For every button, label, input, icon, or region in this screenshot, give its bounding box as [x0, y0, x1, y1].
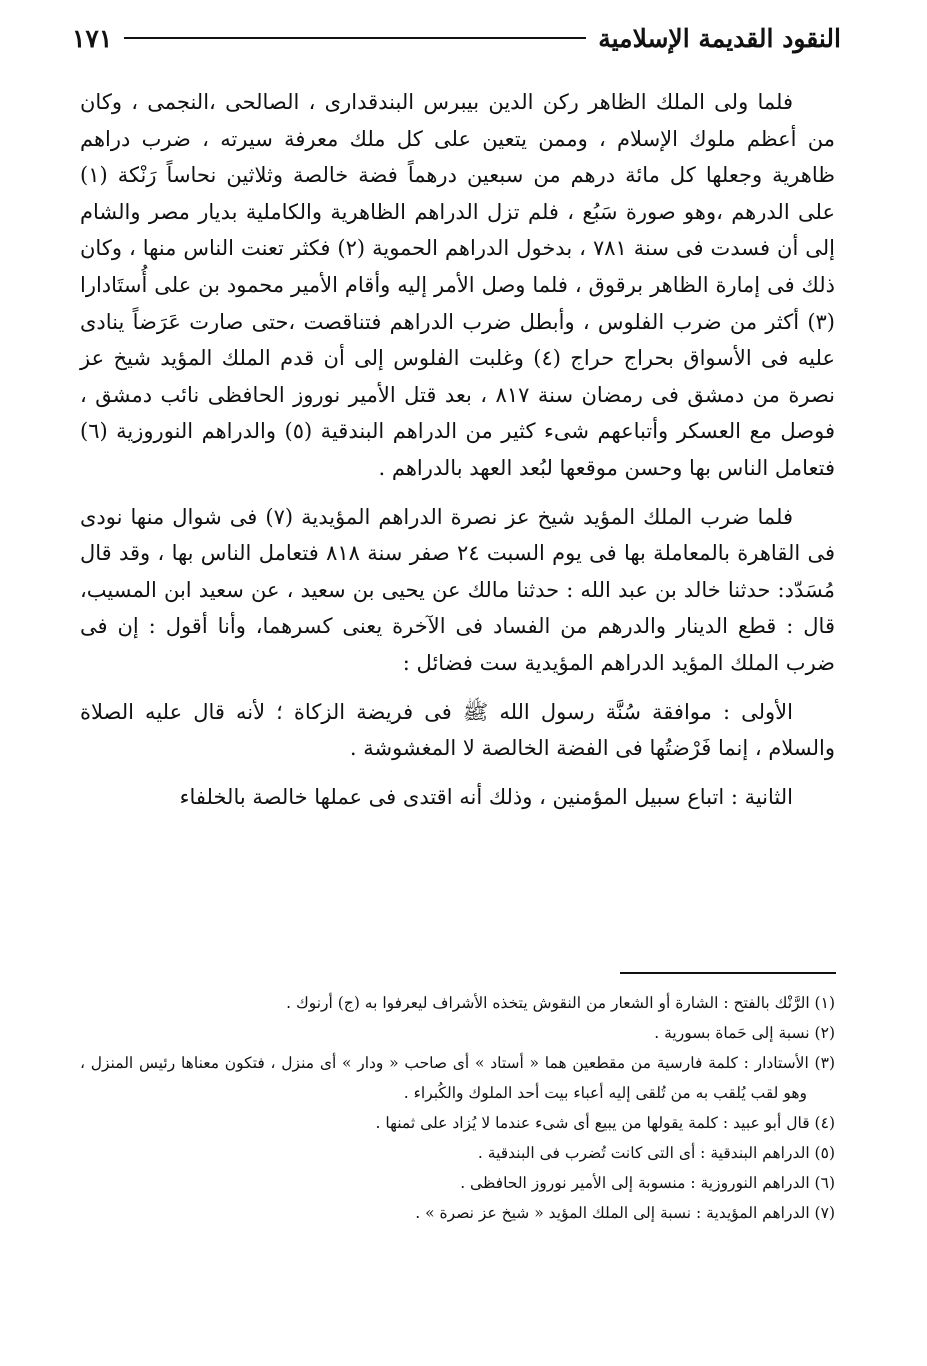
running-title: النقود القديمة الإسلامية: [598, 23, 841, 53]
footnote: (٤) قال أبو عبيد : كلمة يقولها من يبيع أى شىء عندما لا يُزاد على ثمنها .: [375, 1114, 835, 1132]
footnote: (٢) نسبة إلى حَماة بسورية .: [654, 1024, 835, 1042]
header-rule: [124, 37, 586, 39]
footnotes: [80, 988, 835, 1228]
main-text: [80, 84, 835, 827]
footnote: (٦) الدراهم النوروزية : منسوبة إلى الأمير نوروز الحافظى .: [460, 1174, 835, 1192]
paragraph: فلما ولى الملك الظاهر ركن الدين بيبرس البندقدارى ، الصالحى ،النجمى ، وكان من أعظم ملوك الإسلام ، وممن يتعين على كل ملك معرفة سيرته ، ضرب دراهم ظاهرية وجعلها كل مائة درهم من سبعين درهماً فضة خالصة وثلاثين نحاساً رَنْكة (١) على الدرهم ،وهو صورة سَبُع ، فلم تزل الدراهم الظاهرية والكاملية بديار مصر والشام إلى أن فسدت فى سنة ٧٨١ ، بدخول الدراهم الحموية (٢) فكثر تعنت الناس منها ، وكان ذلك فى إمارة الظاهر برقوق ، فلما وصل الأمر إليه وأقام الأمير محمود بن على أُستَادارا (٣) أكثر من ضرب الفلوس ، وأبطل ضرب الدراهم فتناقصت ،حتى صارت عَرَضاً ينادى عليه فى الأسواق بحراج حراج (٤) وغلبت الفلوس إلى أن قدم الملك المؤيد شيخ عز نصرة من دمشق فى رمضان سنة ٨١٧ ، بعد قتل الأمير نوروز الحافظى نائب دمشق ، فوصل مع العسكر وأتباعهم شىء كثير من الدراهم البندقية (٥) والدراهم النوروزية (٦) فتعامل الناس بها وحسن موقعها لبُعد العهد بالدراهم .: [80, 90, 836, 480]
paragraph: الثانية : اتباع سبيل المؤمنين ، وذلك أنه اقتدى فى عملها خالصة بالخلفاء: [179, 784, 793, 809]
footnote: (١) الرَّنْك بالفتح : الشارة أو الشعار من النقوش يتخذه الأشراف ليعرفوا به (ج) أرنوك .: [286, 994, 835, 1012]
footnote-separator: [620, 972, 836, 974]
page-number: ١٧١: [72, 23, 113, 53]
footnote: (٣) الأستادار : كلمة فارسية من مقطعين هما « أستاد » أى صاحب « ودار » أى منزل ، فتكون معناها رئيس المنزل ، وهو لقب يُلقب به من تُلقى إليه أعباء بيت أحد الملوك والكُبراء .: [80, 1054, 835, 1102]
footnote: (٧) الدراهم المؤيدية : نسبة إلى الملك المؤيد « شيخ عز نصرة » .: [415, 1204, 835, 1222]
paragraph: الأولى : موافقة سُنَّة رسول الله ﷺ فى فريضة الزكاة ؛ لأنه قال عليه الصلاة والسلام ، إنما فَرْضتُها فى الفضة الخالصة لا المغشوشة .: [80, 699, 835, 761]
page-header: [72, 16, 841, 60]
paragraph: فلما ضرب الملك المؤيد شيخ عز نصرة الدراهم المؤيدية (٧) فى شوال منها نودى فى القاهرة بالمعاملة بها فى يوم السبت ٢٤ صفر سنة ٨١٨ فتعامل الناس بها ، وقد قال مُسَدّد: حدثنا خالد بن عبد الله : حدثنا مالك عن يحيى بن سعيد ، عن سعيد ابن المسيب، قال : قطع الدينار والدرهم من الفساد فى الآخرة يعنى كسرهما، وأنا أقول : إن فى ضرب الملك المؤيد الدراهم المؤيدية ست فضائل :: [80, 504, 836, 675]
footnote: (٥) الدراهم البندقية : أى التى كانت تُضرب فى البندقية .: [477, 1144, 835, 1162]
